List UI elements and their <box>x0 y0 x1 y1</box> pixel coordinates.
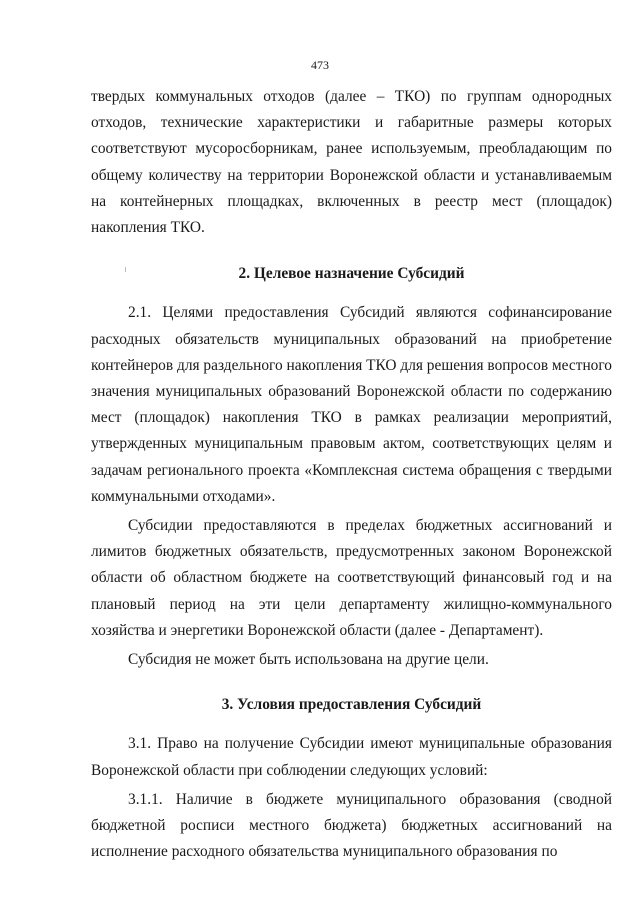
paragraph-subsidy-purpose: Субсидия не может быть использована на другие цели. <box>128 651 489 669</box>
paragraph-3-1: 3.1. Право на получение Субсидии имеют муниципальные образования Воронежской области при соблюдении следующих условий: <box>91 735 612 779</box>
paragraph-subsidy-limits: Субсидии предоставляются в пределах бюджетных ассигнований и лимитов бюджетных обязательств, предусмотренных законом Воронежской области об областном бюджете на соответствующий финансовый год и на плановый период на эти цели департаменту жилищно-коммунального хозяйства и энергетики Воронежской области (далее - Департамент). <box>91 517 612 639</box>
paragraph-3-1-1: 3.1.1. Наличие в бюджете муниципального образования (сводной бюджетной росписи местного бюджета) бюджетных ассигнований на исполнение расходного обязательства муниципального образования по <box>91 790 612 861</box>
section-heading-3: 3. Условия предоставления Субсидий <box>221 696 482 714</box>
section-heading-2: 2. Целевое назначение Субсидий <box>238 265 465 283</box>
page-number: 473 <box>311 58 329 72</box>
document-body <box>91 84 612 865</box>
paragraph-continuation: твердых коммунальных отходов (далее – ТКО) по группам однородных отходов, технические характеристики и габаритные размеры которых соответствуют мусоросборникам, ранее используемым, преобладающим по общему количеству на территории Воронежской области и устанавливаемым на контейнерных площадках, включенных в реестр мест (площадок) накопления ТКО. <box>91 88 612 237</box>
paragraph-2-1: 2.1. Целями предоставления Субсидий являются софинансирование расходных обязательств муниципальных образований на приобретение контейнеров для раздельного накопления ТКО для решения вопросов местного значения муниципальных образований Воронежской области по содержанию мест (площадок) накопления ТКО в рамках реализации мероприятий, утвержденных муниципальным правовым актом, соответствующих целям и задачам регионального проекта «Комплексная система обращения с твердыми коммунальными отходами». <box>91 304 612 505</box>
